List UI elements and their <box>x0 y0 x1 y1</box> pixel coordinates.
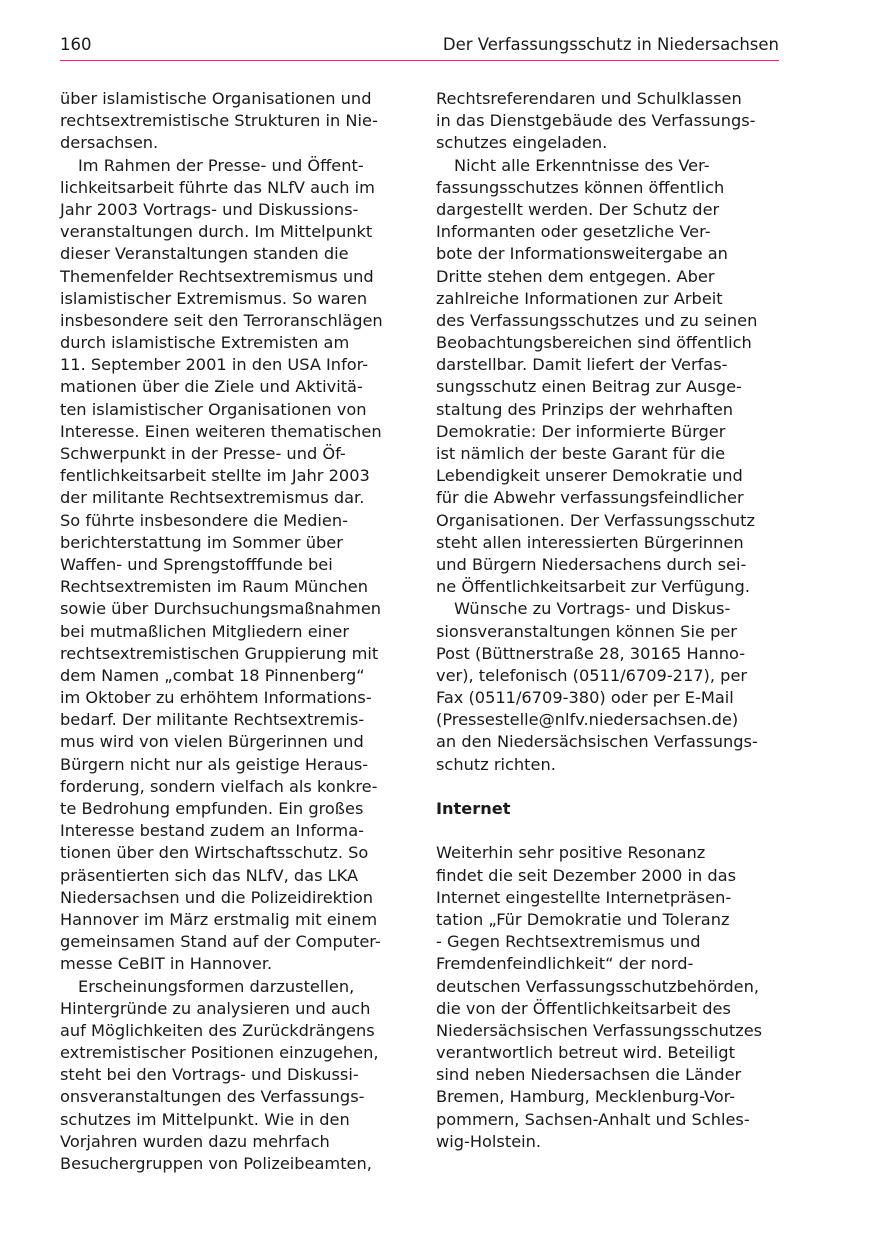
text-line: und Bürgern Niedersachens durch sei- <box>436 554 747 574</box>
text-line: berichterstattung im Sommer über <box>60 532 343 552</box>
text-line: ten islamistischer Organisationen von <box>60 399 367 419</box>
text-line: im Oktober zu erhöhtem Informations- <box>60 688 372 708</box>
text-line: wig-Holstein. <box>436 1131 542 1151</box>
text-line: Bürgern nicht nur als geistige Heraus- <box>60 754 369 774</box>
text-line: der militante Rechtsextremismus dar. <box>60 488 365 508</box>
text-line: Interesse bestand zudem an Informa- <box>60 821 364 841</box>
text-line: sionsveranstaltungen können Sie per <box>436 621 737 641</box>
text-line: sind neben Niedersachsen die Länder <box>436 1065 742 1085</box>
right-text-column <box>436 88 786 1153</box>
text-line: präsentierten sich das NLfV, das LKA <box>60 865 359 885</box>
text-line: Rechtsextremisten im Raum München <box>60 577 368 597</box>
text-line: zahlreiche Informationen zur Arbeit <box>436 288 723 308</box>
text-line: - Gegen Rechtsextremismus und <box>436 932 701 952</box>
text-line: So führte insbesondere die Medien- <box>60 510 348 530</box>
text-line: Dritte stehen dem entgegen. Aber <box>436 266 715 286</box>
text-line: verantwortlich betreut wird. Beteiligt <box>436 1043 735 1063</box>
section-spacer <box>436 776 786 798</box>
text-line: dersachsen. <box>60 133 159 153</box>
text-line: steht bei den Vortrags- und Diskussi- <box>60 1065 359 1085</box>
page-number: 160 <box>60 35 92 54</box>
text-line: Beobachtungsbereichen sind öffentlich <box>436 333 752 353</box>
text-line: Erscheinungsformen darzustellen, <box>78 976 355 996</box>
text-line: Rechtsreferendaren und Schulklassen <box>436 89 742 108</box>
text-line: forderung, sondern vielfach als konkre- <box>60 776 378 796</box>
text-line: onsveranstaltungen des Verfassungs- <box>60 1087 365 1107</box>
text-line: mus wird von vielen Bürgerinnen und <box>60 732 364 752</box>
text-line: Schwerpunkt in der Presse- und Öf- <box>60 444 346 463</box>
text-line: an den Niedersächsischen Verfassungs- <box>436 732 758 752</box>
text-line: Nicht alle Erkenntnisse des Ver- <box>454 155 710 175</box>
text-line: te Bedrohung empfunden. Ein großes <box>60 799 364 818</box>
text-line: ver), telefonisch (0511/6709-217), per <box>436 665 748 685</box>
section-spacer <box>436 820 786 842</box>
text-line: Besuchergruppen von Polizeibeamten, <box>60 1154 372 1173</box>
text-line: pommern, Sachsen-Anhalt und Schles- <box>436 1109 750 1129</box>
text-line: Lebendigkeit unserer Demokratie und <box>436 466 743 486</box>
text-line: des Verfassungsschutzes und zu seinen <box>436 310 758 330</box>
text-line: insbesondere seit den Terroranschlägen <box>60 310 383 330</box>
text-line: Fax (0511/6709-380) oder per E-Mail <box>436 688 734 708</box>
text-line: rechtsextremistische Strukturen in Nie- <box>60 111 378 131</box>
text-line: steht allen interessierten Bürgerinnen <box>436 532 744 552</box>
text-line: bedarf. Der militante Rechtsextremis- <box>60 710 365 730</box>
text-line: auf Möglichkeiten des Zurückdrängens <box>60 1020 375 1040</box>
text-line: Waffen- und Sprengstofffunde bei <box>60 554 333 574</box>
text-line: Bremen, Hamburg, Mecklenburg-Vor- <box>436 1087 736 1107</box>
internet-section-body <box>436 842 786 1153</box>
text-line: über islamistische Organisationen und <box>60 89 372 108</box>
text-line: Niedersachsen und die Polizeidirektion <box>60 887 374 907</box>
page-header <box>60 34 779 60</box>
text-line: schutz richten. <box>436 754 556 774</box>
text-line: in das Dienstgebäude des Verfassungs- <box>436 111 756 131</box>
text-line: rechtsextremistischen Gruppierung mit <box>60 643 379 663</box>
text-line: 11. September 2001 in den USA Infor- <box>60 355 369 375</box>
text-line: sowie über Durchsuchungsmaßnahmen <box>60 599 382 619</box>
text-line: extremistischer Positionen einzugehen, <box>60 1043 379 1063</box>
text-line: mationen über die Ziele und Aktivitä- <box>60 377 363 397</box>
text-line: tionen über den Wirtschaftsschutz. So <box>60 843 369 863</box>
text-line: Wünsche zu Vortrags- und Diskus- <box>454 599 731 619</box>
text-line: Hannover im März erstmalig mit einem <box>60 909 378 929</box>
text-line: die von der Öffentlichkeitsarbeit des <box>436 998 731 1018</box>
text-line: Informanten oder gesetzliche Ver- <box>436 222 711 242</box>
text-line: dargestellt werden. Der Schutz der <box>436 199 720 219</box>
text-line: schutzes im Mittelpunkt. Wie in den <box>60 1109 350 1129</box>
text-line: Niedersächsischen Verfassungsschutzes <box>436 1020 763 1040</box>
text-line: fassungsschutzes können öffentlich <box>436 177 725 197</box>
text-line: staltung des Prinzips der wehrhaften <box>436 399 734 419</box>
text-line: messe CeBIT in Hannover. <box>60 954 273 974</box>
text-line: Themenfelder Rechtsextremismus und <box>60 266 374 286</box>
text-line: gemeinsamen Stand auf der Computer- <box>60 932 381 952</box>
text-line: sungsschutz einen Beitrag zur Ausge- <box>436 377 742 397</box>
text-line: schutzes eingeladen. <box>436 133 608 153</box>
text-line: bote der Informationsweitergabe an <box>436 244 728 264</box>
running-title: Der Verfassungsschutz in Niedersachsen <box>442 35 779 54</box>
text-line: Im Rahmen der Presse- und Öffent- <box>78 155 364 175</box>
left-text-column <box>60 88 410 1175</box>
text-line: ist nämlich der beste Garant für die <box>436 444 726 463</box>
text-line: bei mutmaßlichen Mitgliedern einer <box>60 621 350 641</box>
text-line: Internet eingestellte Internetpräsen- <box>436 887 732 907</box>
text-line: findet die seit Dezember 2000 in das <box>436 865 736 885</box>
text-line: fentlichkeitsarbeit stellte im Jahr 2003 <box>60 466 370 486</box>
text-line: deutschen Verfassungsschutzbehörden, <box>436 976 760 996</box>
text-line: Fremdenfeindlichkeit“ der nord- <box>436 954 694 974</box>
text-line: Demokratie: Der informierte Bürger <box>436 421 726 441</box>
text-line: Weiterhin sehr positive Resonanz <box>436 843 706 863</box>
text-line: ne Öffentlichkeitsarbeit zur Verfügung. <box>436 577 750 597</box>
text-line: veranstaltungen durch. Im Mittelpunkt <box>60 222 373 242</box>
text-line: Interesse. Einen weiteren thematischen <box>60 421 382 441</box>
text-line: durch islamistische Extremisten am <box>60 333 350 353</box>
text-line: Jahr 2003 Vortrags- und Diskussions- <box>60 199 359 219</box>
text-line: lichkeitsarbeit führte das NLfV auch im <box>60 177 375 197</box>
text-line: darstellbar. Damit liefert der Verfas- <box>436 355 728 375</box>
text-line: Hintergründe zu analysieren und auch <box>60 998 371 1018</box>
text-line: tation „Für Demokratie und Toleranz <box>436 909 730 929</box>
section-heading-internet: Internet <box>436 799 511 818</box>
text-line: (Pressestelle@nlfv.niedersachsen.de) <box>436 710 739 730</box>
right-column-body <box>436 88 786 776</box>
header-rule <box>60 60 779 61</box>
text-line: islamistischer Extremismus. So waren <box>60 288 368 308</box>
text-line: für die Abwehr verfassungsfeindlicher <box>436 488 744 508</box>
text-line: Vorjahren wurden dazu mehrfach <box>60 1131 330 1151</box>
text-line: Post (Büttnerstraße 28, 30165 Hanno- <box>436 643 746 663</box>
text-line: dem Namen „combat 18 Pinnenberg“ <box>60 665 365 685</box>
text-line: Organisationen. Der Verfassungsschutz <box>436 510 755 530</box>
text-line: dieser Veranstaltungen standen die <box>60 244 349 264</box>
